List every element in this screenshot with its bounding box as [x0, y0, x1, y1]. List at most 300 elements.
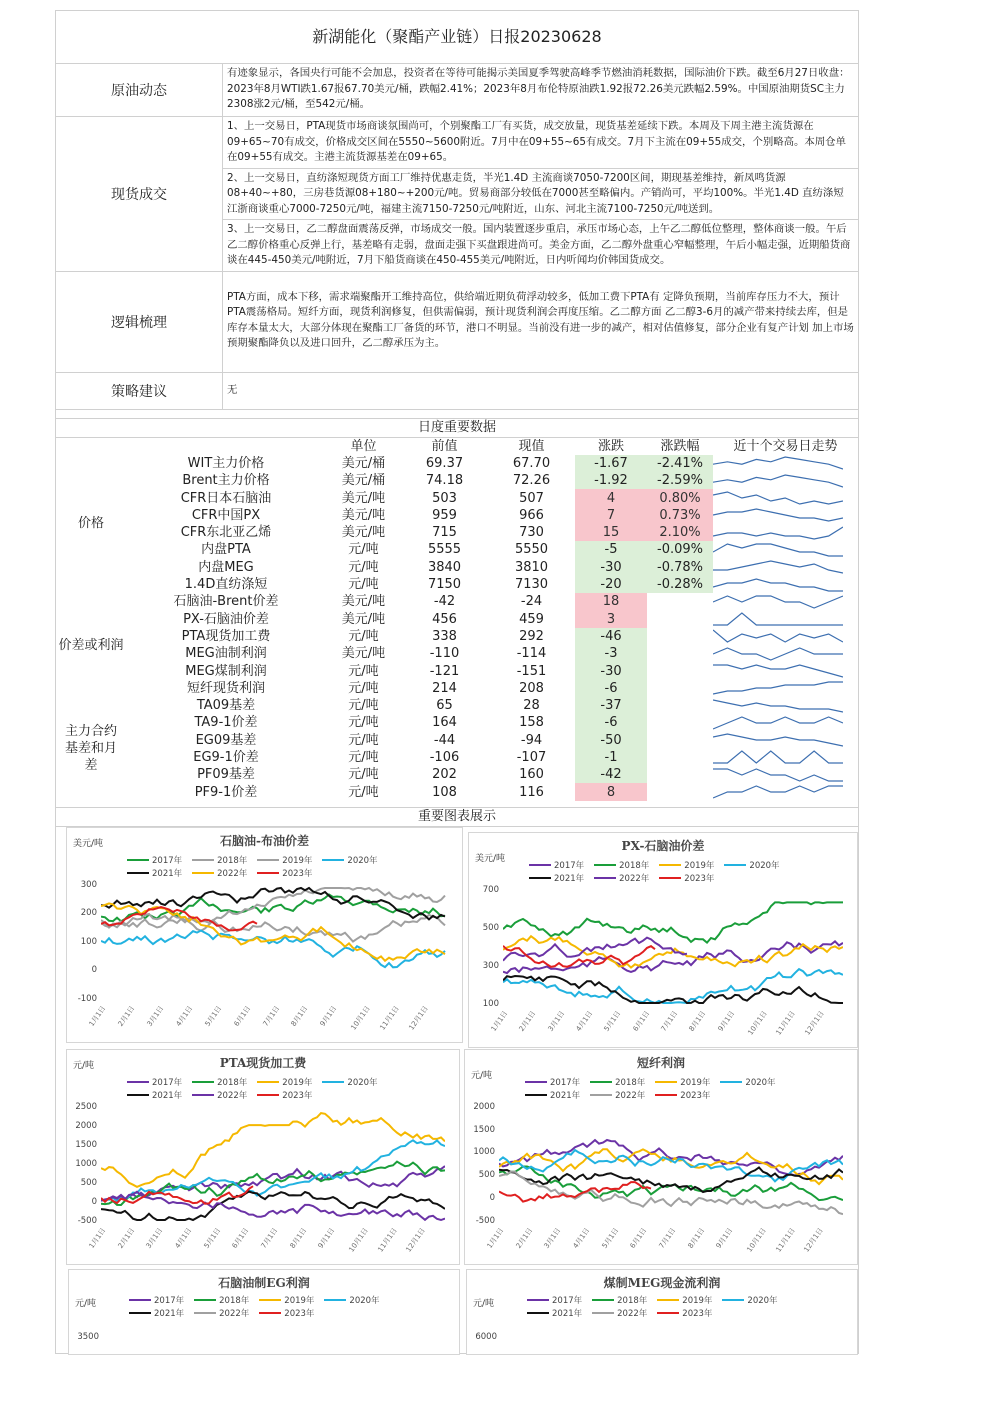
x-tick-label: 2月1日 — [116, 1226, 136, 1250]
y-tick-label: 200 — [80, 908, 97, 919]
table-header-cell: 近十个交易日走势 — [733, 438, 838, 454]
legend-item — [322, 854, 377, 867]
y-tick-label: 300 — [482, 960, 499, 971]
y-tick-label: 500 — [482, 922, 499, 933]
current-value: 116 — [519, 784, 544, 800]
indicator-name: EG09基差 — [195, 732, 257, 748]
trend-sparkline — [713, 749, 858, 766]
legend-item — [257, 1076, 312, 1089]
chart-legend — [127, 854, 452, 880]
legend-label: 2019年 — [684, 861, 715, 872]
x-tick-label: 4月1日 — [173, 1226, 194, 1250]
indicator-name: MEG油制利润 — [185, 646, 267, 662]
legend-item — [724, 859, 779, 872]
series-line — [503, 969, 843, 1003]
legend-swatch — [525, 1081, 547, 1083]
chart-title: 短纤利润 — [636, 1055, 685, 1070]
table-row — [56, 541, 858, 558]
change-value: -46 — [575, 628, 647, 645]
prev-value: 456 — [432, 611, 457, 627]
change-value: -20 — [575, 576, 647, 593]
legend-item — [127, 854, 182, 867]
x-tick-label: 9月1日 — [714, 1226, 735, 1250]
legend-swatch — [127, 1094, 149, 1096]
change-value: -1 — [575, 749, 647, 766]
chart-legend — [529, 859, 847, 885]
x-tick-label: 2月1日 — [517, 1009, 538, 1033]
legend-item — [324, 1294, 379, 1307]
section-strategy — [56, 373, 858, 410]
x-tick-label: 11月1日 — [376, 1226, 399, 1254]
legend-swatch — [257, 872, 279, 874]
indicator-name: 短纤现货利润 — [186, 680, 265, 696]
legend-item — [525, 1089, 580, 1102]
change-value: -3 — [575, 645, 647, 662]
legend-label: 2017年 — [554, 861, 585, 872]
legend-swatch — [525, 1094, 547, 1096]
x-tick-label: 12月1日 — [404, 1226, 428, 1254]
sparkline-icon — [713, 784, 843, 800]
prev-value: 715 — [432, 525, 457, 541]
indicator-name: TA09基差 — [196, 698, 256, 714]
charts-header: 重要图表展示 — [56, 807, 858, 827]
change-percent — [647, 662, 713, 679]
sparkline-series — [713, 648, 843, 660]
change-value: 8 — [575, 783, 647, 800]
current-value: 5550 — [514, 542, 549, 558]
table-header-cell — [126, 438, 326, 455]
legend-swatch — [659, 877, 681, 879]
indicator-name: CFR中国PX — [191, 507, 261, 523]
series-line — [499, 1140, 843, 1176]
legend-label: 2019年 — [682, 1296, 713, 1307]
change-percent — [647, 628, 713, 645]
table-header-cell: 现值 — [518, 438, 545, 454]
chart-panel — [468, 832, 858, 1048]
prev-value: 3840 — [427, 559, 462, 575]
unit-cell: 美元/吨 — [341, 507, 386, 523]
unit-cell: 元/吨 — [348, 663, 379, 679]
y-tick-label: 2500 — [75, 1101, 97, 1112]
change-value: -37 — [575, 697, 647, 714]
legend-label: 2023年 — [684, 874, 715, 885]
x-tick-label: 2月1日 — [514, 1226, 534, 1250]
trend-sparkline — [713, 662, 858, 679]
sparkline-icon — [713, 628, 843, 644]
legend-label: 2018年 — [219, 1296, 250, 1307]
legend-item — [590, 1076, 645, 1089]
sparkline-series — [713, 596, 843, 608]
trend-sparkline — [713, 593, 858, 610]
sparkline-icon — [713, 525, 843, 541]
sparkline-icon — [713, 646, 843, 662]
legend-item — [592, 1307, 647, 1320]
change-value: -5 — [575, 541, 647, 558]
legend-item — [594, 872, 649, 885]
current-value: 459 — [519, 611, 544, 627]
legend-label: 2022年 — [617, 1309, 648, 1320]
y-tick-label: 0 — [489, 1192, 495, 1203]
indicator-name: PF09基差 — [197, 767, 255, 783]
chart-title: PTA现货加工费 — [219, 1055, 307, 1070]
legend-label: 2017年 — [550, 1078, 581, 1089]
prev-value: -121 — [429, 663, 460, 679]
sparkline-series — [713, 786, 843, 798]
legend-label: 2018年 — [217, 1078, 248, 1089]
change-percent: 0.80% — [647, 489, 713, 506]
table-row — [56, 714, 858, 731]
section-paragraph: 2、上一交易日，直纺涤短现货方面工厂维持优惠走货，半光1.4D 主流商谈7050-7200区间，期现基差维持，新凤鸣货源08+40~+80，三房巷货源08+180~+200元/吨。贸易商部分较低在7000甚至略偏内。产销尚可，平均100%。半光1.4D 直纺涤短江浙商谈重心7000-7250元/吨，福建主流7150-7250元/吨附近，山东、河北主流7100-7250元/吨送到。 — [223, 169, 858, 221]
legend-item — [257, 1089, 312, 1102]
legend-item — [192, 854, 247, 867]
legend-swatch — [527, 1299, 549, 1301]
x-tick-label: 1月1日 — [87, 1004, 108, 1028]
x-tick-label: 1月1日 — [489, 1009, 510, 1033]
x-tick-label: 11月1日 — [378, 1004, 401, 1032]
trend-sparkline — [713, 766, 858, 783]
x-tick-label: 11月1日 — [774, 1226, 797, 1254]
table-row — [56, 489, 858, 506]
current-value: -151 — [516, 663, 547, 679]
legend-item — [529, 859, 584, 872]
legend-item — [525, 1076, 580, 1089]
chart-legend — [127, 1076, 449, 1102]
legend-item — [194, 1294, 249, 1307]
y-tick-label: 1500 — [75, 1139, 97, 1150]
y-tick-label: 1500 — [473, 1124, 495, 1135]
x-tick-label: 5月1日 — [600, 1226, 620, 1250]
x-tick-label: 9月1日 — [316, 1226, 337, 1250]
x-tick-label: 8月1日 — [289, 1004, 310, 1028]
legend-swatch — [127, 859, 149, 861]
sparkline-series — [713, 457, 843, 469]
chart-title: PX-石脑油价差 — [621, 838, 705, 853]
daily-data-header: 日度重要数据 — [56, 419, 858, 438]
trend-sparkline — [713, 680, 858, 697]
unit-cell: 元/吨 — [348, 784, 379, 800]
chart-panel — [68, 1269, 460, 1355]
current-value: 730 — [519, 525, 544, 541]
y-tick-label: 1000 — [473, 1147, 495, 1158]
legend-swatch — [592, 1299, 614, 1301]
sparkline-icon — [713, 680, 843, 696]
section-crude — [56, 64, 858, 117]
legend-label: 2021年 — [154, 1309, 185, 1320]
section-paragraph: 1、上一交易日，PTA现货市场商谈氛围尚可，个别聚酯工厂有买货，成交放量，现货基差延续下跌。本周及下周主港主流货源在09+65~70有成交，价格成交区间在5550~5600附近。7月中在09+55~65有成交。7月下主流在09+55成交，个别略高。本周仓单在09+55有成交。主港主流货源基差在09+65。 — [223, 117, 858, 169]
legend-label: 2023年 — [682, 1309, 713, 1320]
prev-value: 5555 — [427, 542, 462, 558]
legend-item — [529, 872, 584, 885]
legend-label: 2021年 — [152, 869, 183, 880]
legend-swatch — [257, 859, 279, 861]
legend-label: 2022年 — [217, 1091, 248, 1102]
change-percent — [647, 697, 713, 714]
x-tick-label: 4月1日 — [571, 1226, 592, 1250]
x-tick-label: 7月1日 — [259, 1226, 280, 1250]
change-value: 18 — [575, 593, 647, 610]
sparkline-series — [713, 717, 843, 729]
legend-label: 2020年 — [749, 861, 780, 872]
legend-label: 2017年 — [152, 856, 183, 867]
legend-label: 2022年 — [219, 1309, 250, 1320]
x-tick-label: 1月1日 — [485, 1226, 506, 1250]
table-row — [56, 662, 858, 679]
change-value: -1.67 — [575, 455, 647, 472]
table-header-cell: 单位 — [350, 438, 377, 454]
legend-swatch — [322, 1081, 344, 1083]
sparkline-series — [713, 630, 843, 642]
unit-cell: 美元/吨 — [341, 525, 386, 541]
prev-value: 959 — [432, 507, 457, 523]
sparkline-icon — [713, 542, 843, 558]
legend-item — [257, 867, 312, 880]
x-tick-label: 3月1日 — [546, 1009, 566, 1033]
legend-swatch — [127, 1081, 149, 1083]
legend-swatch — [129, 1312, 151, 1314]
group-label: 价格 — [77, 516, 104, 532]
x-tick-label: 6月1日 — [232, 1004, 252, 1028]
legend-item — [527, 1307, 582, 1320]
current-value: 966 — [519, 507, 544, 523]
section-paragraph: 有迹象显示，各国央行可能不会加息，投资者在等待可能揭示美国夏季驾驶高峰季节燃油消耗数据，国际油价下跌。截至6月27日收盘：2023年8月WTI跌1.67报67.70美元/桶，跌幅2.41%；2023年8月布伦特原油跌1.92报72.26美元跌幅2.59%。中国原油期货SC主力2308涨2元/桶，至542元/桶。 — [227, 67, 850, 110]
legend-item — [192, 1089, 247, 1102]
legend-swatch — [127, 872, 149, 874]
chart-panel — [466, 1269, 858, 1355]
legend-swatch — [659, 864, 681, 866]
change-percent: -0.28% — [647, 576, 713, 593]
legend-item — [659, 872, 714, 885]
indicator-name: 内盘PTA — [201, 542, 251, 558]
chart-unit: 美元/吨 — [475, 853, 506, 864]
chart-legend — [527, 1294, 847, 1320]
legend-label: 2020年 — [347, 856, 378, 867]
sparkline-series — [713, 700, 843, 712]
table-row — [56, 732, 858, 749]
legend-item — [657, 1307, 712, 1320]
sparkline-icon — [713, 507, 843, 523]
indicator-name: PF9-1价差 — [194, 784, 258, 800]
change-value: -6 — [575, 680, 647, 697]
x-tick-label: 8月1日 — [686, 1226, 706, 1250]
legend-item — [592, 1294, 647, 1307]
unit-cell: 元/吨 — [348, 542, 379, 558]
chart-panel — [66, 1049, 460, 1265]
change-value: -30 — [575, 559, 647, 576]
x-tick-label: 6月1日 — [628, 1226, 649, 1250]
legend-label: 2023年 — [282, 869, 313, 880]
legend-swatch — [657, 1312, 679, 1314]
table-header-cell: 前值 — [431, 438, 458, 454]
chart-title: 石脑油-布油价差 — [220, 833, 309, 848]
legend-swatch — [594, 864, 616, 866]
change-percent: -2.59% — [647, 472, 713, 489]
indicator-name: CFR日本石脑油 — [180, 490, 272, 506]
legend-swatch — [257, 1094, 279, 1096]
section-paragraph: 3、上一交易日，乙二醇盘面震荡反弹，市场成交一般。国内装置逐步重启，承压市场心态，上午乙二醇低位整理，整体商谈一般。午后乙二醇价格重心反弹上行，基差略有走弱，盘面走强下买盘跟进尚可。美金方面，乙二醇外盘重心窄幅整理，午后小幅走强，近期船货商谈在445-450美元/吨附近，7月下船货商谈在450-455美元/吨附近，日内听闻均价韩国货成交。 — [227, 223, 851, 266]
unit-cell: 美元/桶 — [341, 473, 386, 489]
change-value: -6 — [575, 714, 647, 731]
sparkline-series — [713, 544, 843, 556]
legend-label: 2021年 — [152, 1091, 183, 1102]
legend-swatch — [594, 877, 616, 879]
change-value: -1.92 — [575, 472, 647, 489]
sparkline-icon — [713, 732, 843, 748]
unit-cell: 元/吨 — [348, 559, 379, 575]
y-tick-label: 700 — [482, 884, 499, 895]
x-tick-label: 7月1日 — [659, 1009, 680, 1033]
sparkline-series — [713, 613, 843, 625]
legend-swatch — [590, 1081, 612, 1083]
change-percent: -0.78% — [647, 559, 713, 576]
legend-swatch — [129, 1299, 151, 1301]
legend-item — [655, 1089, 710, 1102]
trend-sparkline — [713, 524, 858, 541]
prev-value: 108 — [432, 784, 457, 800]
change-value: 15 — [575, 524, 647, 541]
legend-item — [127, 1076, 182, 1089]
legend-label: 2019年 — [284, 1296, 315, 1307]
legend-swatch — [194, 1312, 216, 1314]
y-tick-label: -100 — [77, 993, 97, 1004]
legend-label: 2018年 — [617, 1296, 648, 1307]
section-paragraph: 无 — [227, 383, 238, 396]
unit-cell: 美元/吨 — [341, 490, 386, 506]
legend-label: 2023年 — [284, 1309, 315, 1320]
legend-item — [322, 1076, 377, 1089]
indicator-name: EG9-1价差 — [193, 749, 259, 765]
table-row — [56, 697, 858, 714]
table-row — [56, 628, 858, 645]
chart-plot — [499, 1108, 843, 1226]
indicator-name: TA9-1价差 — [194, 715, 258, 731]
sparkline-icon — [713, 698, 843, 714]
y-tick-label: 500 — [80, 1177, 97, 1188]
legend-swatch — [194, 1299, 216, 1301]
section-paragraph: PTA方面，成本下移，需求端聚酯开工维持高位，供给端近期负荷浮动较多，低加工费下PTA有 定降负预期，当前库存压力不大，预计PTA震荡格局。短纤方面，现货利润修复，但供需偏弱，预计现货利润会再度压缩。乙二醇方面 乙二醇3-6月的减产带来持续去库，但是库存本量太大，大部分体现在聚酯工厂备货的环节，港口不明显。当前没有进一步的减产，相对估值修复，部分企业有复产计划 加上市场预期聚酯降负以及进口回升，乙二醇承压为主。 — [227, 290, 854, 349]
table-row — [56, 610, 858, 627]
section-label: 逻辑梳理 — [56, 272, 223, 372]
change-percent — [647, 732, 713, 749]
table-row — [56, 680, 858, 697]
x-tick-label: 7月1日 — [657, 1226, 678, 1250]
table-row — [56, 524, 858, 541]
y-tick-label: 3500 — [77, 1331, 99, 1342]
trend-sparkline — [713, 645, 858, 662]
current-value: 3810 — [514, 559, 549, 575]
section-spot — [56, 117, 858, 272]
legend-swatch — [529, 877, 551, 879]
indicator-name: 1.4D直纺涤短 — [184, 577, 268, 593]
legend-label: 2021年 — [552, 1309, 583, 1320]
legend-swatch — [192, 872, 214, 874]
chart-unit: 元/吨 — [473, 1298, 495, 1309]
y-tick-label: 0 — [91, 1196, 97, 1207]
x-tick-label: 12月1日 — [407, 1004, 430, 1032]
trend-sparkline — [713, 576, 858, 593]
table-row — [56, 559, 858, 576]
sparkline-icon — [713, 749, 843, 765]
table-header-cell: 涨跌 — [597, 438, 624, 454]
legend-item — [192, 1076, 247, 1089]
y-tick-label: 1000 — [75, 1158, 97, 1169]
unit-cell: 元/吨 — [348, 749, 379, 765]
prev-value: -106 — [429, 749, 460, 765]
legend-swatch — [657, 1299, 679, 1301]
legend-label: 2020年 — [747, 1296, 778, 1307]
chart-unit: 元/吨 — [75, 1298, 97, 1309]
trend-sparkline — [713, 714, 858, 731]
y-tick-label: 100 — [482, 998, 499, 1009]
series-line — [503, 902, 843, 942]
unit-cell: 元/吨 — [348, 698, 379, 714]
chart-plot — [503, 891, 843, 1009]
unit-cell: 美元/吨 — [341, 611, 386, 627]
trend-sparkline — [713, 783, 858, 800]
sparkline-series — [713, 769, 843, 781]
unit-cell: 元/吨 — [348, 732, 379, 748]
legend-swatch — [192, 1094, 214, 1096]
legend-label: 2018年 — [615, 1078, 646, 1089]
change-percent: 2.10% — [647, 524, 713, 541]
legend-swatch — [322, 859, 344, 861]
y-tick-label: 100 — [80, 936, 97, 947]
table-header-cell: 涨跌幅 — [660, 438, 700, 454]
trend-sparkline — [713, 507, 858, 524]
change-value: -50 — [575, 732, 647, 749]
chart-panel — [66, 827, 463, 1043]
legend-item — [259, 1294, 314, 1307]
trend-sparkline — [713, 697, 858, 714]
legend-swatch — [257, 1081, 279, 1083]
x-tick-label: 7月1日 — [261, 1004, 281, 1028]
chart-unit: 美元/吨 — [73, 838, 104, 849]
sparkline-icon — [713, 594, 843, 610]
unit-cell: 元/吨 — [348, 680, 379, 696]
chart-title: 石脑油制EG利润 — [218, 1275, 310, 1290]
legend-label: 2021年 — [550, 1091, 581, 1102]
current-value: 72.26 — [512, 473, 551, 489]
unit-cell: 美元/桶 — [341, 455, 386, 471]
unit-cell: 元/吨 — [348, 577, 379, 593]
indicator-name: 石脑油-Brent价差 — [173, 594, 279, 610]
table-row — [56, 766, 858, 783]
section-label: 策略建议 — [56, 373, 223, 409]
prev-value: 74.18 — [425, 473, 464, 489]
group-label: 价差或利润 — [58, 637, 124, 653]
change-value: -42 — [575, 766, 647, 783]
y-tick-label: 300 — [80, 879, 97, 890]
group-label: 主力合约基差和月差 — [64, 724, 117, 774]
legend-label: 2019年 — [680, 1078, 711, 1089]
daily-data-table — [56, 438, 858, 801]
legend-label: 2019年 — [282, 1078, 313, 1089]
legend-label: 2022年 — [619, 874, 650, 885]
indicator-name: 内盘MEG — [198, 559, 254, 575]
prev-value: -110 — [429, 646, 460, 662]
chart-plot — [101, 1108, 445, 1226]
sparkline-series — [713, 509, 843, 521]
x-tick-label: 8月1日 — [687, 1009, 708, 1033]
x-tick-label: 6月1日 — [230, 1226, 251, 1250]
section-logic — [56, 272, 858, 373]
report-page — [55, 10, 859, 1354]
legend-swatch — [259, 1299, 281, 1301]
section-label: 现货成交 — [56, 117, 223, 271]
sparkline-icon — [713, 490, 843, 506]
legend-swatch — [590, 1094, 612, 1096]
trend-sparkline — [713, 472, 858, 489]
legend-swatch — [655, 1094, 677, 1096]
